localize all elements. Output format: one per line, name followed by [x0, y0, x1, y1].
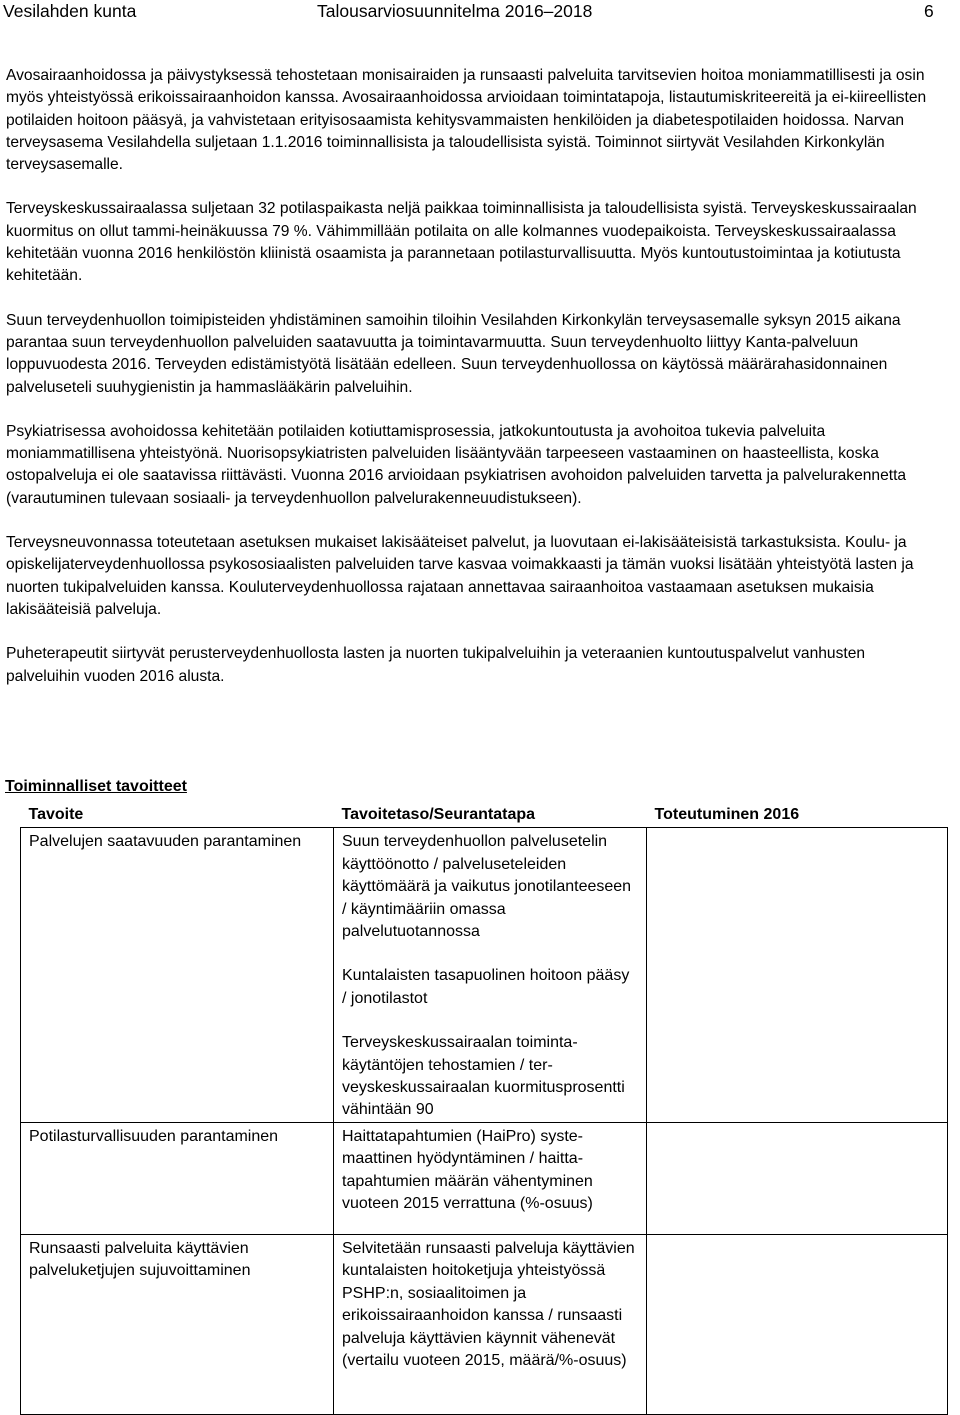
table-header-row [21, 803, 948, 828]
result-cell [647, 828, 948, 1122]
goals-table [20, 803, 948, 1415]
measure-item: Terveyskeskussairaalan toimintakäytäntöjen tehostamien / terveyskeskussairaalan kuormitusprosentti vähintään 90 [342, 1034, 625, 1119]
table-row [21, 1122, 948, 1234]
goal-cell: Palvelujen saatavuuden parantaminen [21, 828, 334, 1122]
table-row [21, 828, 948, 1122]
measure-cell: Haittatapahtumien (HaiPro) systemaattinen hyödyntäminen / haittatapahtumien määrän vähentyminen vuoteen 2015 verrattuna (%-osuus) [334, 1122, 647, 1234]
measure-cell [334, 828, 647, 1122]
goal-cell: Potilasturvallisuuden parantaminen [21, 1122, 334, 1234]
measure-item: Suun terveydenhuollon palvelusetelin käyttöönotto / palveluseteleiden käyttömäärä ja vaikutus jonotilanteeseen / käyntimääriin omassa palvelutuotannossa [342, 833, 632, 941]
paragraph-avosairaanhoito: Avosairaanhoidossa ja päivystyksessä tehostetaan monisairaiden ja runsaasti palveluita tarvitsevien hoitoa moniammatillisesti ja osin myös yhteistyössä erikoissairaanhoidon kanssa. Avosairaanhoidossa arvioidaan toimintatapoja, listautumiskriteereitä ja ei-kiireellisten potilaiden hoitoon pääsyä, ja vahvistetaan erityisosaamista kehitysvammaisten henkilöiden ja diabetespotilaiden hoidossa. Narvan terveysasema Vesilahdella suljetaan 1.1.2016 toiminnallisista ja taloudellisista syistä. Toiminnot siirtyvät Vesilahden Kirkonkylän terveysasemalle. [6, 67, 927, 174]
section-heading: Toiminnalliset tavoitteet [5, 778, 187, 795]
header-document-title: Talousarviosuunnitelma 2016–2018 [317, 1, 593, 21]
paragraph-psykiatria: Psykiatrisessa avohoidossa kehitetään potilaiden kotiuttamisprosessia, jatkokuntoutusta ja avohoitoa tukevia palveluita moniammatillisena yhteistyönä. Nuorisopsykiatristen palveluiden lisääntyvään tarpeeseen vastaaminen on haasteellista, koska ostopalveluja ei ole saatavissa riittävästi. Vuonna 2016 arvioidaan psykiatrisen avohoidon palveluiden tarvetta ja palvelurakennetta (varautuminen tulevaan sosiaali- ja terveydenhuollon palvelurakenneuudistukseen). [6, 422, 907, 507]
column-header-tavoite: Tavoite [21, 803, 334, 828]
measure-cell: Selvitetään runsaasti palveluja käyttävien kuntalaisten hoitoketjuja yhteistyössä PSHP:n, sosiaalitoimen ja erikoissairaanhoidon kanssa / runsaasti palveluja käyttävien käynnit vähenevät (vertailu vuoteen 2015, määrä/%-osuus) [334, 1234, 647, 1414]
header-page-number: 6 [924, 1, 934, 21]
paragraph-puheterapia: Puheterapeutit siirtyvät perusterveydenhuollosta lasten ja nuorten tukipalveluihin ja veteraanien kuntoutuspalvelut vanhusten palveluihin vuoden 2016 alusta. [6, 645, 866, 685]
column-header-tavoitetaso: Tavoitetaso/Seurantatapa [334, 803, 647, 828]
paragraph-suun-terveydenhuolto: Suun terveydenhuollon toimipisteiden yhdistäminen samoihin tiloihin Vesilahden Kirkonkylän terveysasemalle syksyn 2015 aikana parantaa suun terveydenhuollon palveluiden saatavuutta ja toimintavarmuutta. Suun terveydenhuolto liittyy Kanta-palveluun loppuvuodesta 2016. Terveyden edistämistyötä lisätään edelleen. Suun terveydenhuollossa on käytössä määrärahasidonnainen palveluseteli suuhygienistin ja hammaslääkärin palveluihin. [6, 311, 901, 396]
page-header [0, 0, 960, 26]
paragraph-terveyskeskussairaala: Terveyskeskussairaalassa suljetaan 32 potilaspaikasta neljä paikkaa toiminnallisista ja taloudellisista syistä. Terveyskeskussairaalan kuormitus on ollut tammi-heinäkuussa 79 %. Vähimmillään potilaita on alle kolmannes vuodepaikoista. Terveyskeskussairaalassa kehitetään vuonna 2016 henkilöstön kliinistä osaamista ja parannetaan potilasturvallisuutta. Myös kuntoutustoimintaa ja kotiutusta kehitetään. [6, 200, 917, 285]
goal-cell: Runsaasti palveluita käyttävien palveluketjujen sujuvoittaminen [21, 1234, 334, 1414]
measure-item: Kuntalaisten tasapuolinen hoitoon pääsy / jonotilastot [342, 967, 630, 1007]
header-municipality: Vesilahden kunta [3, 1, 137, 21]
table-row [21, 1234, 948, 1414]
body-text [6, 65, 934, 710]
column-header-toteutuminen: Toteutuminen 2016 [647, 803, 948, 828]
result-cell [647, 1234, 948, 1414]
paragraph-terveysneuvonta: Terveysneuvonnassa toteutetaan asetuksen mukaiset lakisääteiset palvelut, ja luovutaan ei-lakisääteisistä tarkastuksista. Koulu- ja opiskelijaterveydenhuollossa psykososiaalisten palveluiden tarve kasvaa voimakkaasti ja tämän vuoksi lisätään yhteistyötä lasten ja nuorten tukipalveluiden kanssa. Kouluterveydenhuollossa rajataan annettavaa sairaanhoitoa vastaamaan asetuksen mukaisia lakisääteisiä palveluja. [6, 534, 914, 618]
result-cell [647, 1122, 948, 1234]
